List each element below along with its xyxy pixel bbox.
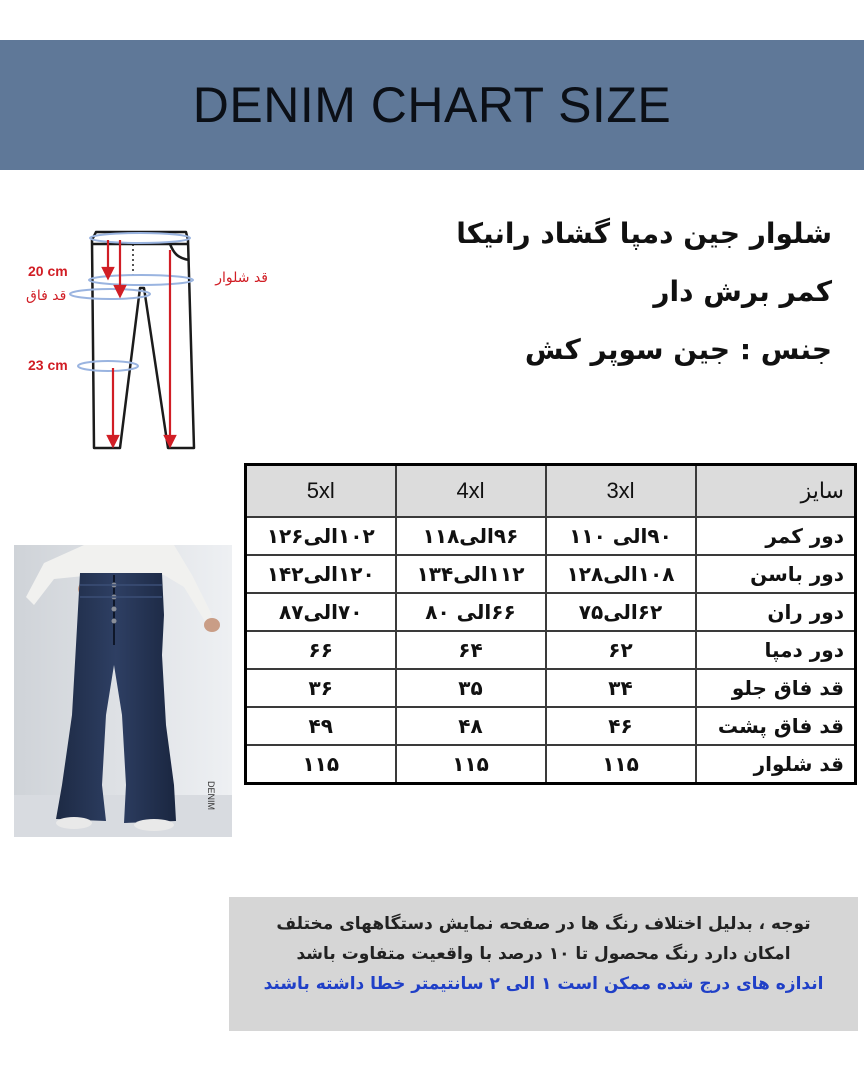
table-cell: ۶۶	[246, 631, 396, 669]
model-photo	[14, 545, 232, 837]
label-inseam: قد شلوار	[215, 270, 268, 286]
product-info	[312, 205, 832, 379]
label-hem-cm: 23 cm	[28, 357, 68, 373]
page-title: DENIM CHART SIZE	[192, 77, 672, 133]
arrow-down-icon	[115, 286, 125, 296]
hip-ellipse	[89, 275, 193, 285]
table-cell: ۳۵	[396, 669, 546, 707]
size-header: 3xl	[546, 465, 696, 518]
header-banner	[0, 40, 864, 170]
row-label: قد فاق جلو	[696, 669, 856, 707]
disclaimer-note	[229, 897, 858, 1031]
product-material: جنس : جین سوپر کش	[524, 333, 832, 366]
table-row	[246, 745, 856, 784]
table-cell: ۹۶الی۱۱۸	[396, 517, 546, 555]
pants-diagram	[20, 220, 290, 460]
row-label: دور باسن	[696, 555, 856, 593]
table-row	[246, 517, 856, 555]
product-name: شلوار جین دمپا گشاد رانیکا	[456, 217, 832, 250]
row-label: دور ران	[696, 593, 856, 631]
table-cell: ۳۶	[246, 669, 396, 707]
table-cell: ۶۲الی۷۵	[546, 593, 696, 631]
product-feature: کمر برش دار	[653, 275, 832, 308]
table-cell: ۱۱۲الی۱۳۴	[396, 555, 546, 593]
table-cell: ۱۱۵	[396, 745, 546, 784]
table-cell: ۴۹	[246, 707, 396, 745]
table-cell: ۱۲۰الی۱۴۲	[246, 555, 396, 593]
table-cell: ۶۲	[546, 631, 696, 669]
size-header: 4xl	[396, 465, 546, 518]
table-cell: ۷۰الی۸۷	[246, 593, 396, 631]
label-rise-cm: 20 cm	[28, 263, 68, 279]
note-line: امکان دارد رنگ محصول تا ۱۰ درصد با واقعیت متفاوت باشد	[296, 944, 791, 964]
table-cell: ۴۸	[396, 707, 546, 745]
table-row	[246, 707, 856, 745]
table-header-row	[246, 465, 856, 518]
table-cell: ۹۰الی ۱۱۰	[546, 517, 696, 555]
table-row	[246, 669, 856, 707]
table-row	[246, 555, 856, 593]
table-row	[246, 593, 856, 631]
table-row	[246, 631, 856, 669]
row-label: قد شلوار	[696, 745, 856, 784]
label-rise: قد فاق	[26, 288, 67, 304]
table-cell: ۶۴	[396, 631, 546, 669]
table-cell: ۱۰۸الی۱۲۸	[546, 555, 696, 593]
size-header: 5xl	[246, 465, 396, 518]
table-cell: ۶۶الی ۸۰	[396, 593, 546, 631]
table-cell: ۱۱۵	[246, 745, 396, 784]
table-corner: سایز	[696, 465, 856, 518]
table-cell: ۴۶	[546, 707, 696, 745]
row-label: قد فاق پشت	[696, 707, 856, 745]
row-label: دور دمپا	[696, 631, 856, 669]
table-cell: ۱۰۲الی۱۲۶	[246, 517, 396, 555]
table-cell: ۳۴	[546, 669, 696, 707]
arrow-down-icon	[108, 436, 118, 446]
note-line-highlight: اندازه های درج شده ممکن است ۱ الی ۲ سانتیمتر خطا داشته باشند	[263, 974, 824, 994]
row-label: دور کمر	[696, 517, 856, 555]
photo-brand: DENIM	[206, 781, 216, 810]
table-cell: ۱۱۵	[546, 745, 696, 784]
note-line: توجه ، بدلیل اختلاف رنگ ها در صفحه نمایش دستگاههای مختلف	[276, 914, 811, 934]
size-table	[244, 463, 857, 785]
